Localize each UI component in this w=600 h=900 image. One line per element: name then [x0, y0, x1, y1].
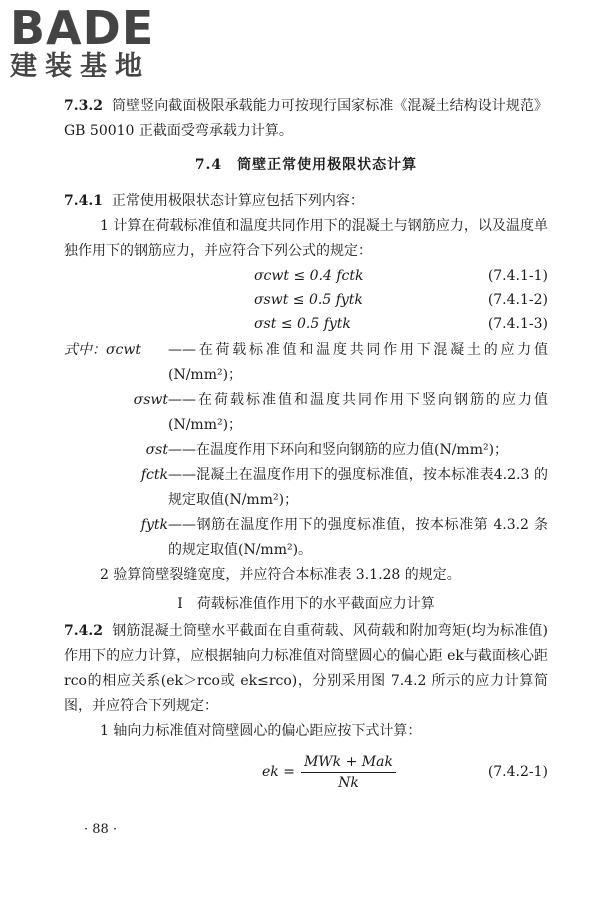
formula-row	[64, 264, 548, 288]
clause-7-4-1	[64, 189, 548, 214]
subsection-heading: Ⅰ 荷载标准值作用下的水平截面应力计算	[177, 596, 435, 612]
item-1: 1 计算在荷载标准值和温度共同作用下的混凝土与钢筋应力，以及温度单独作用下的钢筋应力，并应符合下列公式的规定：	[64, 218, 548, 259]
clause-text: 筒壁竖向截面极限承载能力可按现行国家标准《混凝土结构设计规范》GB 50010 正截面受弯承载力计算。	[64, 98, 549, 139]
definition-text: ——钢筋在温度作用下的强度标准值，按本标准第 4.3.2 条的规定取值(N/mm²)。	[168, 517, 548, 558]
definition-text: ——混凝土在温度作用下的强度标准值，按本标准表4.2.3 的规定取值(N/mm²)；	[168, 467, 548, 508]
logo-subtitle: 建装基地	[10, 51, 150, 82]
formula-expression: σst ≤ 0.5 fytk	[254, 316, 351, 332]
definition-row	[64, 388, 548, 438]
formula-number: (7.4.1-1)	[487, 268, 548, 284]
bade-logo	[10, 1, 180, 82]
definition-row	[64, 338, 548, 388]
equation-lhs: ek =	[262, 764, 295, 780]
logo-text: BADE	[10, 1, 155, 55]
document-body	[64, 94, 548, 796]
definition-text: ——在荷载标准值和温度共同作用下混凝土的应力值(N/mm²)；	[168, 342, 548, 383]
definition-text: ——在温度作用下环向和竖向钢筋的应力值(N/mm²)；	[168, 442, 509, 458]
formula-expression: σcwt ≤ 0.4 fctk	[254, 268, 364, 284]
section-title-7-4: 7.4 筒壁正常使用极限状态计算	[194, 157, 418, 173]
formula-group	[64, 264, 548, 336]
formula-expression: σswt ≤ 0.5 fytk	[254, 292, 363, 308]
item-2: 2 验算筒壁裂缝宽度，并应符合本标准表 3.1.28 的规定。	[100, 567, 461, 583]
clause-number: 7.4.1	[64, 193, 103, 209]
definition-row	[64, 463, 548, 513]
fraction-formula	[262, 752, 450, 793]
definition-text: ——在荷载标准值和温度共同作用下竖向钢筋的应力值(N/mm²)；	[168, 392, 548, 433]
definition-symbol: 式中：σcwt	[64, 342, 142, 358]
equation-7-4-2-1	[64, 748, 548, 796]
clause-7-4-2	[64, 619, 548, 719]
clause-7-3-2	[64, 94, 548, 144]
formula-row	[64, 288, 548, 312]
fraction-numerator: MWk + Mak	[301, 752, 396, 773]
clause-number: 7.4.2	[64, 623, 103, 639]
clause-text: 钢筋混凝土筒壁水平截面在自重荷载、风荷载和附加弯矩(均为标准值)作用下的应力计算，应根据轴向力标准值对筒壁圆心的偏心距 ek与截面核心距 rco的相应关系(ek＞rco或 ek≤rco)，分别采用图 7.4.2 所示的应力计算简图，并应符合下列规定：	[64, 623, 548, 714]
formula-row	[64, 312, 548, 336]
page-number: · 88 ·	[84, 822, 118, 837]
clause-text: 正常使用极限状态计算应包括下列内容：	[111, 193, 364, 209]
item-1-eccentricity: 1 轴向力标准值对筒壁圆心的偏心距应按下式计算：	[100, 723, 422, 739]
definition-symbol: σst	[145, 442, 168, 458]
fraction-denominator: Nk	[338, 774, 359, 791]
formula-number: (7.4.1-3)	[487, 316, 548, 332]
definition-symbol: fytk	[140, 517, 168, 533]
clause-number: 7.3.2	[64, 98, 103, 114]
fraction	[301, 752, 396, 793]
definition-symbol: fctk	[140, 467, 168, 483]
definition-row	[64, 513, 548, 563]
formula-number: (7.4.1-2)	[487, 292, 548, 308]
definition-symbol: σswt	[133, 392, 168, 408]
symbol-definitions	[64, 338, 548, 563]
formula-number: (7.4.2-1)	[487, 764, 548, 780]
definition-row	[64, 438, 548, 463]
